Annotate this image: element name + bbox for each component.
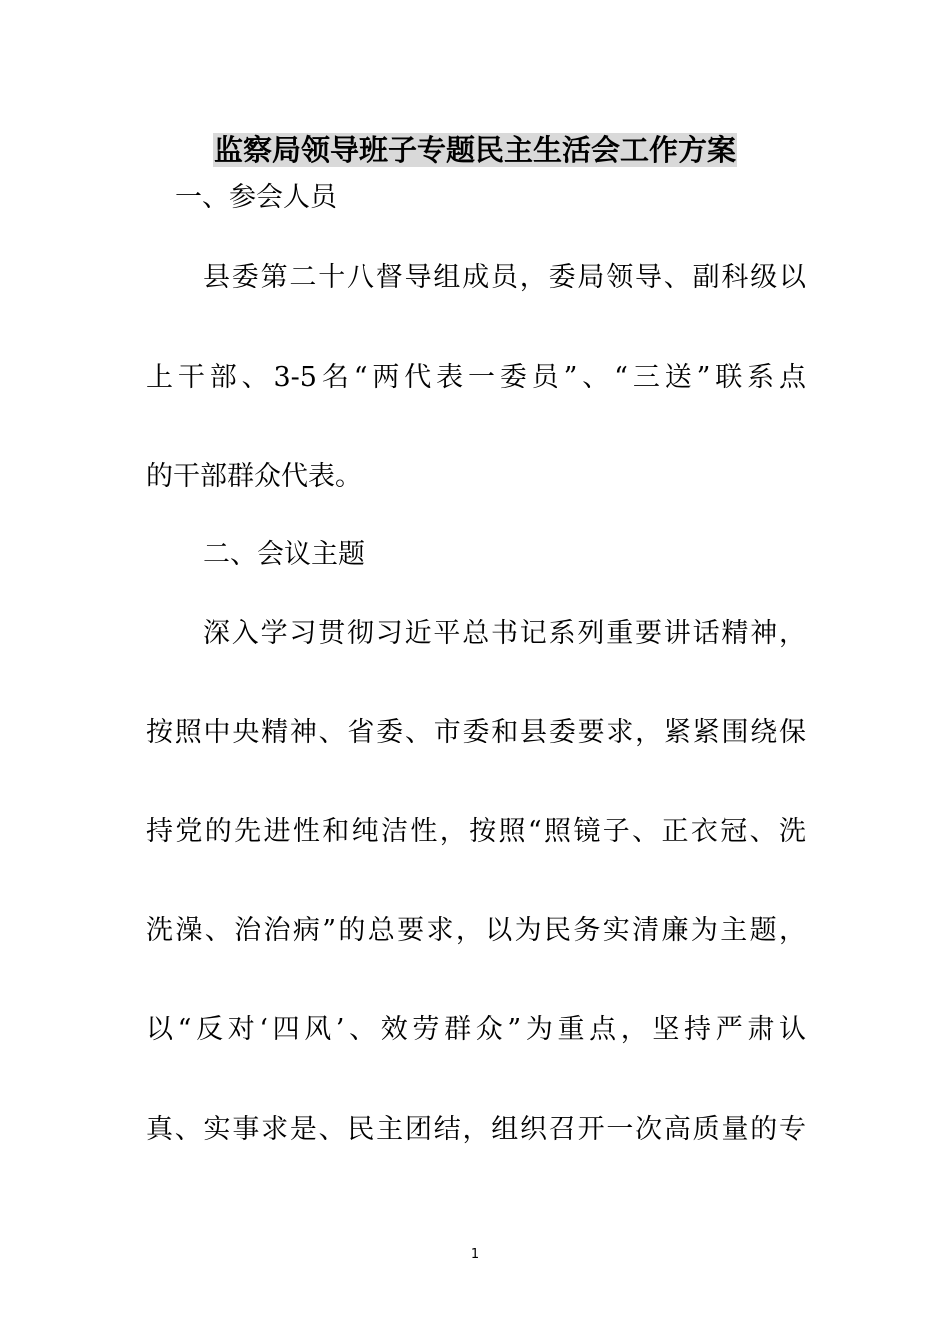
document-title-text: 监察局领导班子专题民主生活会工作方案 [213, 133, 736, 167]
page-number: 1 [470, 1247, 480, 1262]
paragraph-line: 深入学习贯彻习近平总书记系列重要讲话精神， [203, 618, 806, 649]
section-heading-theme: 二、会议主题 [203, 539, 365, 570]
paragraph-line: 真、实事求是、民主团结，组织召开一次高质量的专 [146, 1114, 806, 1145]
paragraph-line: 持党的先进性和纯洁性，按照“照镜子、正衣冠、洗 [146, 816, 806, 847]
section-heading-participants: 一、参会人员 [175, 182, 337, 213]
paragraph-line: 上干部、3-5名“两代表一委员”、“三送”联系点 [146, 362, 806, 393]
paragraph-line: 县委第二十八督导组成员，委局领导、副科级以 [203, 262, 806, 293]
document-title [0, 130, 950, 170]
paragraph-line: 按照中央精神、省委、市委和县委要求，紧紧围绕保 [146, 717, 806, 748]
paragraph-line: 的干部群众代表。 [146, 461, 362, 492]
paragraph-line: 洗澡、治治病”的总要求，以为民务实清廉为主题， [146, 915, 806, 946]
paragraph-line: 以“反对‘四风’、效劳群众”为重点，坚持严肃认 [146, 1014, 806, 1045]
